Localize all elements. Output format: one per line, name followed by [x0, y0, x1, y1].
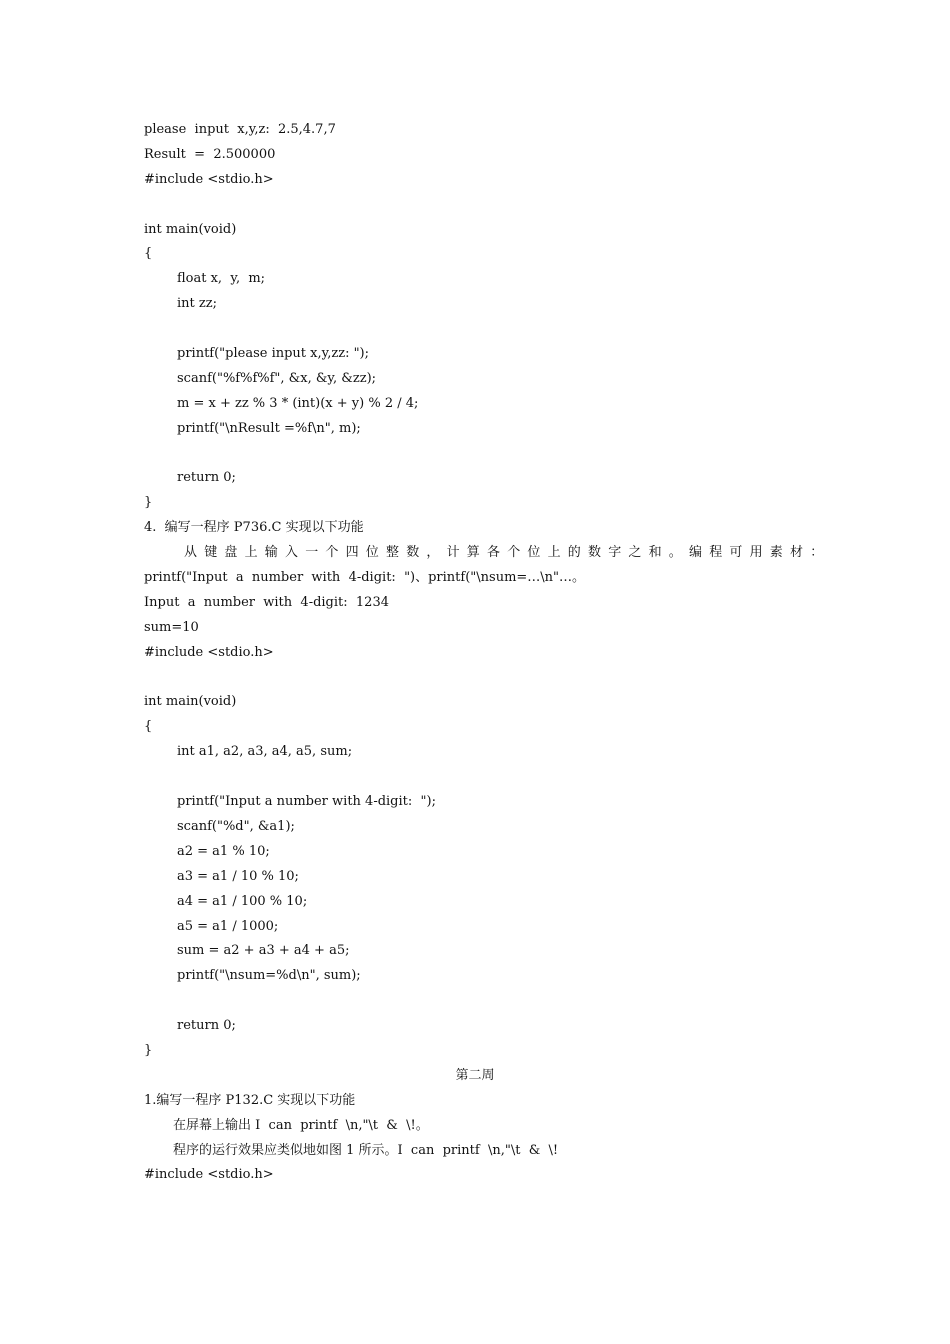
code-line: printf("\nResult =%f\n", m);	[177, 420, 361, 436]
code-line: float x, y, m;	[177, 271, 266, 287]
code-line: sum = a2 + a3 + a4 + a5;	[177, 943, 350, 959]
code-line: scanf("%d", &a1);	[177, 818, 295, 834]
blank-line	[144, 666, 824, 691]
code-line: {	[144, 719, 153, 735]
exercise-material: printf("Input a number with 4-digit: ")、printf("\nsum=…\n"…。	[144, 570, 586, 586]
code-line: scanf("%f%f%f", &x, &y, &zz);	[177, 370, 377, 386]
sample-input-line: please input x,y,z: 2.5,4.7,7	[144, 122, 336, 137]
code-line: #include <stdio.h>	[144, 1167, 274, 1183]
code-line: return 0;	[177, 1018, 236, 1034]
sample-output-line: Result = 2.500000	[144, 146, 276, 162]
code-line: }	[144, 495, 153, 511]
code-line: int main(void)	[144, 694, 237, 710]
code-line: #include <stdio.h>	[144, 171, 274, 187]
code-line: }	[144, 1042, 153, 1058]
sample-output-line: sum=10	[144, 619, 199, 635]
code-line: a2 = a1 % 10;	[177, 843, 270, 859]
code-line: a3 = a1 / 10 % 10;	[177, 868, 299, 884]
code-line: a5 = a1 / 1000;	[177, 918, 279, 934]
code-line: #include <stdio.h>	[144, 644, 274, 660]
blank-line	[144, 989, 824, 1014]
blank-line	[144, 442, 824, 467]
code-line: m = x + zz % 3 * (int)(x + y) % 2 / 4;	[177, 395, 419, 411]
code-line: return 0;	[177, 470, 236, 486]
code-line: int a1, a2, a3, a4, a5, sum;	[177, 744, 353, 760]
code-line: printf("Input a number with 4-digit: ");	[177, 794, 436, 810]
code-line: {	[144, 246, 153, 262]
document-body	[144, 118, 831, 1188]
code-line: a4 = a1 / 100 % 10;	[177, 893, 308, 909]
exercise-heading: 1.编写一程序 P132.C 实现以下功能	[144, 1092, 356, 1108]
code-line: printf("please input x,y,zz: ");	[177, 346, 370, 362]
exercise-description: 从键盘上输入一个四位整数，计算各个位上的数字之和。编程可用素材：	[184, 545, 831, 561]
code-line: printf("\nsum=%d\n", sum);	[177, 968, 361, 984]
blank-line	[144, 317, 824, 342]
exercise-heading: 4. 编写一程序 P736.C 实现以下功能	[144, 520, 364, 536]
blank-line	[144, 193, 824, 218]
sample-input-line: Input a number with 4-digit: 1234	[144, 594, 389, 610]
section-title: 第二周	[455, 1067, 495, 1083]
exercise-description: 在屏幕上输出 I can printf \n,"\t & \!。	[173, 1117, 429, 1133]
code-line: int main(void)	[144, 221, 237, 237]
exercise-description: 程序的运行效果应类似地如图 1 所示。I can printf \n,"\t & \!	[173, 1142, 559, 1158]
code-line: int zz;	[177, 296, 217, 312]
blank-line	[144, 765, 824, 790]
